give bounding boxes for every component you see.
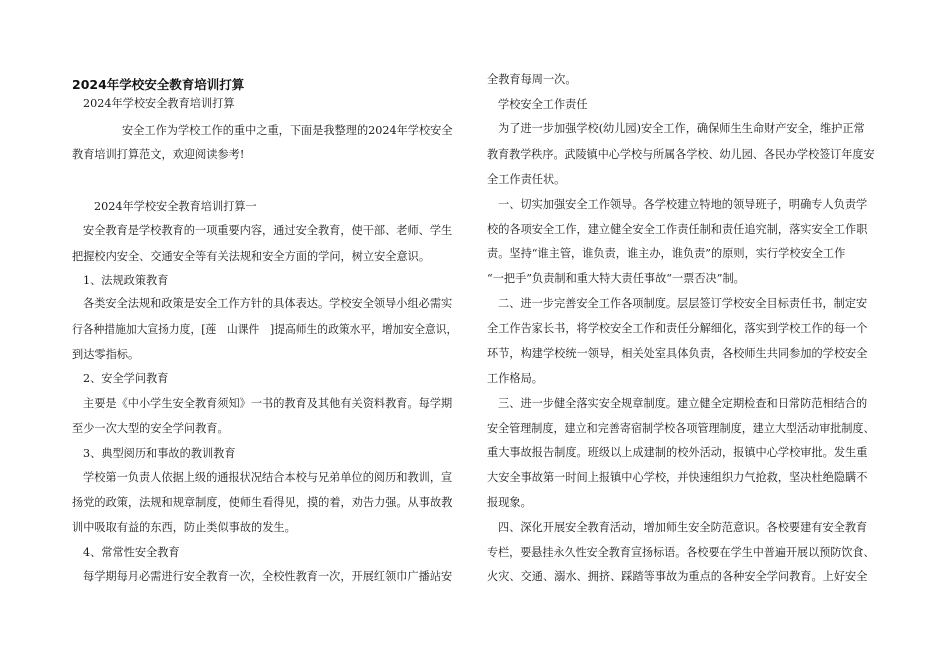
text-line: 全工作责任状。 <box>487 173 566 186</box>
text-line: 专栏，要悬挂永久性安全教育宣扬标语。各校要在学生中普遍开展以预防饮食、 <box>487 546 875 559</box>
text-line: 重大事故报告制度。班级以上成建制的校外活动，报镇中心学校审批。发生重 <box>487 446 868 459</box>
text-line: 到达零指标。 <box>72 348 140 361</box>
document-title: 2024年学校安全教育培训打算 <box>72 77 245 92</box>
text-line: 1、法规政策教育 <box>83 274 169 287</box>
text-line: 学校安全工作责任 <box>498 98 588 111</box>
text-line: 扬党的政策，法规和规章制度，使师生看得见，摸的着，劝告力强。从事故教 <box>72 496 453 509</box>
text-line: 工作格局。 <box>487 372 543 385</box>
text-line: 每学期每月必需进行安全教育一次，全校性教育一次，开展红领巾广播站安 <box>83 570 453 583</box>
text-line: 全工作告家长书，将学校安全工作和责任分解细化，落实到学校工作的每一个 <box>487 322 868 335</box>
text-line: 行各种措施加大宣扬力度，[莲 山课件 ]提高师生的政策水平，增加安全意识， <box>72 323 458 336</box>
text-line: 把握校内安全、交通安全等有关法规和安全方面的学问，树立安全意识。 <box>72 250 431 263</box>
text-line: 3、典型阅历和事故的教训教育 <box>83 447 236 460</box>
text-line: 安全教育是学校教育的一项重要内容，通过安全教育，使干部、老师、学生 <box>83 224 453 237</box>
text-line: 学校第一负责人依据上级的通报状况结合本校与兄弟单位的阅历和教训，宣 <box>83 471 453 484</box>
text-line: 校的各项安全工作，建立健全安全工作责任制和责任追究制，落实安全工作职 <box>487 223 868 236</box>
text-line: 训中吸取有益的东西，防止类似事故的发生。 <box>72 521 296 534</box>
text-line: 教育教学秩序。武陵镇中心学校与所属各学校、幼儿园、各民办学校签订年度安 <box>487 148 875 161</box>
text-line: 为了进一步加强学校(幼儿园)安全工作，确保师生生命财产安全，维护正常 <box>498 122 865 135</box>
text-line: 火灾、交通、溺水、拥挤、踩踏等事故为重点的各种安全学问教育。上好安全 <box>487 570 868 583</box>
text-line: 教育培训打算范文，欢迎阅读参考! <box>72 148 245 161</box>
text-line: 大安全事故第一时间上报镇中心学校，并快速组织力气抢救，坚决杜绝隐瞒不 <box>487 471 868 484</box>
text-line: 至少一次大型的安全学问教育。 <box>72 422 229 435</box>
text-line: 一、切实加强安全工作领导。各学校建立特地的领导班子，明确专人负责学 <box>498 198 868 211</box>
text-line: 责。坚持“谁主管，谁负责，谁主办，谁负责”的原则，实行学校安全工作 <box>487 247 846 260</box>
text-line: 2024年学校安全教育培训打算 <box>83 97 235 110</box>
text-line: 主要是《中小学生安全教育须知》一书的教育及其他有关资料教育。每学期 <box>83 397 453 410</box>
text-line: 二、进一步完善安全工作各项制度。层层签订学校安全目标责任书，制定安 <box>498 297 868 310</box>
text-line: 安全工作为学校工作的重中之重，下面是我整理的2024年学校安全 <box>122 124 453 137</box>
text-line: 环节，构建学校统一领导，相关处室具体负责，各校师生共同参加的学校安全 <box>487 347 868 360</box>
text-line: 四、深化开展安全教育活动，增加师生安全防范意识。各校要建有安全教育 <box>498 521 868 534</box>
text-line: 2024年学校安全教育培训打算一 <box>94 200 257 213</box>
text-line: 2、安全学问教育 <box>83 372 169 385</box>
text-line: 安全管理制度，建立和完善寄宿制学校各项管理制度，建立大型活动审批制度、 <box>487 422 875 435</box>
text-line: 三、进一步健全落实安全规章制度。建立健全定期检查和日常防范相结合的 <box>498 397 868 410</box>
text-line: 报现象。 <box>487 496 532 509</box>
text-line: 4、常常性安全教育 <box>83 546 180 559</box>
text-line: 全教育每周一次。 <box>487 73 577 86</box>
text-line: “一把手”负责制和重大特大责任事故“一票否决”制。 <box>487 272 745 285</box>
text-line: 各类安全法规和政策是安全工作方针的具体表达。学校安全领导小组必需实 <box>83 297 453 310</box>
